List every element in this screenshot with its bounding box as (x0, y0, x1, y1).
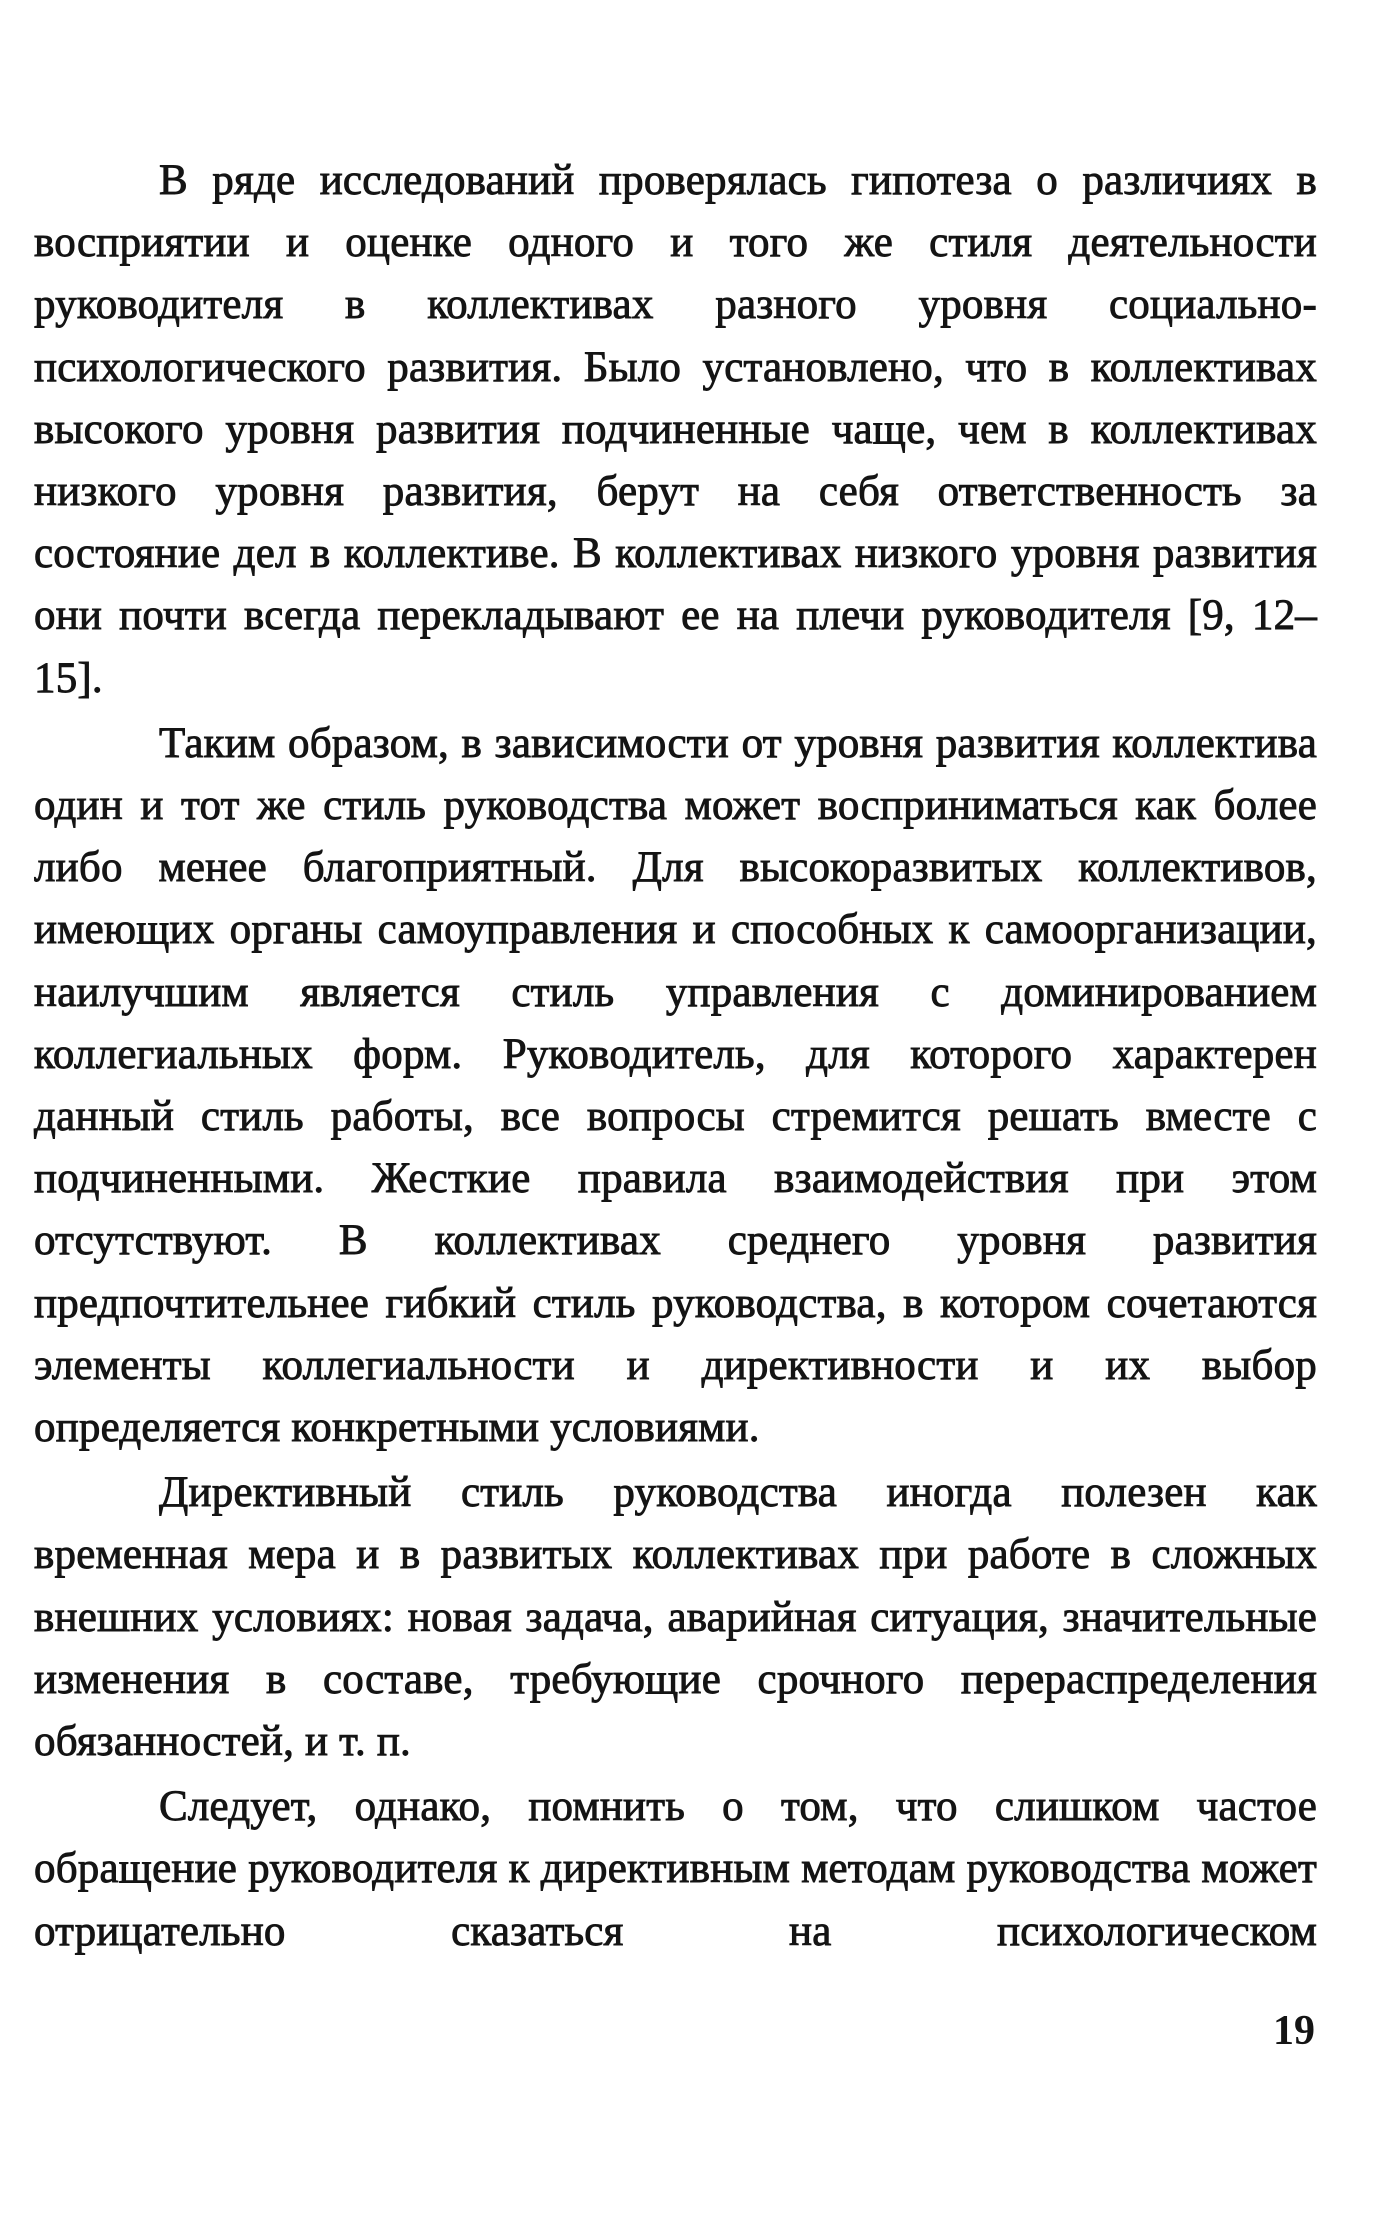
paragraph-4: Следует, однако, помнить о том, что слишком частое обращение руководителя к директивным методам руководства может отрицательно сказаться на психологическом (34, 1783, 1317, 1955)
paragraph-1: В ряде исследований проверялась гипотеза о различиях в восприятии и оценке одного и того же стиля деятельности руководителя в коллективах разного уровня социально-психологического развития. Было установлено, что в коллективах высокого уровня развития подчиненные чаще, чем в коллективах низкого уровня развития, берут на себя ответственность за состояние дел в коллективе. В коллективах низкого уровня развития они почти всегда перекладывают ее на плечи руководителя [9, 12–15]. (34, 157, 1317, 702)
paragraph-2: Таким образом, в зависимости от уровня развития коллектива один и тот же стиль руководства может восприниматься как более либо менее благоприятный. Для высокоразвитых коллективов, имеющих органы самоуправления и способных к самоорганизации, наилучшим является стиль управления с доминированием коллегиальных форм. Руководитель, для которого характерен данный стиль работы, все вопросы стремится решать вместе с подчиненными. Жесткие правила взаимодействия при этом отсутствуют. В коллективах среднего уровня развития предпочтительнее гибкий стиль руководства, в котором сочетаются элементы коллегиальности и директивности и их выбор определяется конкретными условиями. (34, 719, 1317, 1452)
paragraph-3: Директивный стиль руководства иногда полезен как временная мера и в развитых коллективах при работе в сложных внешних условиях: новая задача, аварийная ситуация, значительные изменения в составе, требующие срочного перераспределения обязанностей, и т. п. (34, 1469, 1317, 1766)
page-number: 19 (1273, 2008, 1315, 2054)
body-text (34, 150, 1317, 1966)
